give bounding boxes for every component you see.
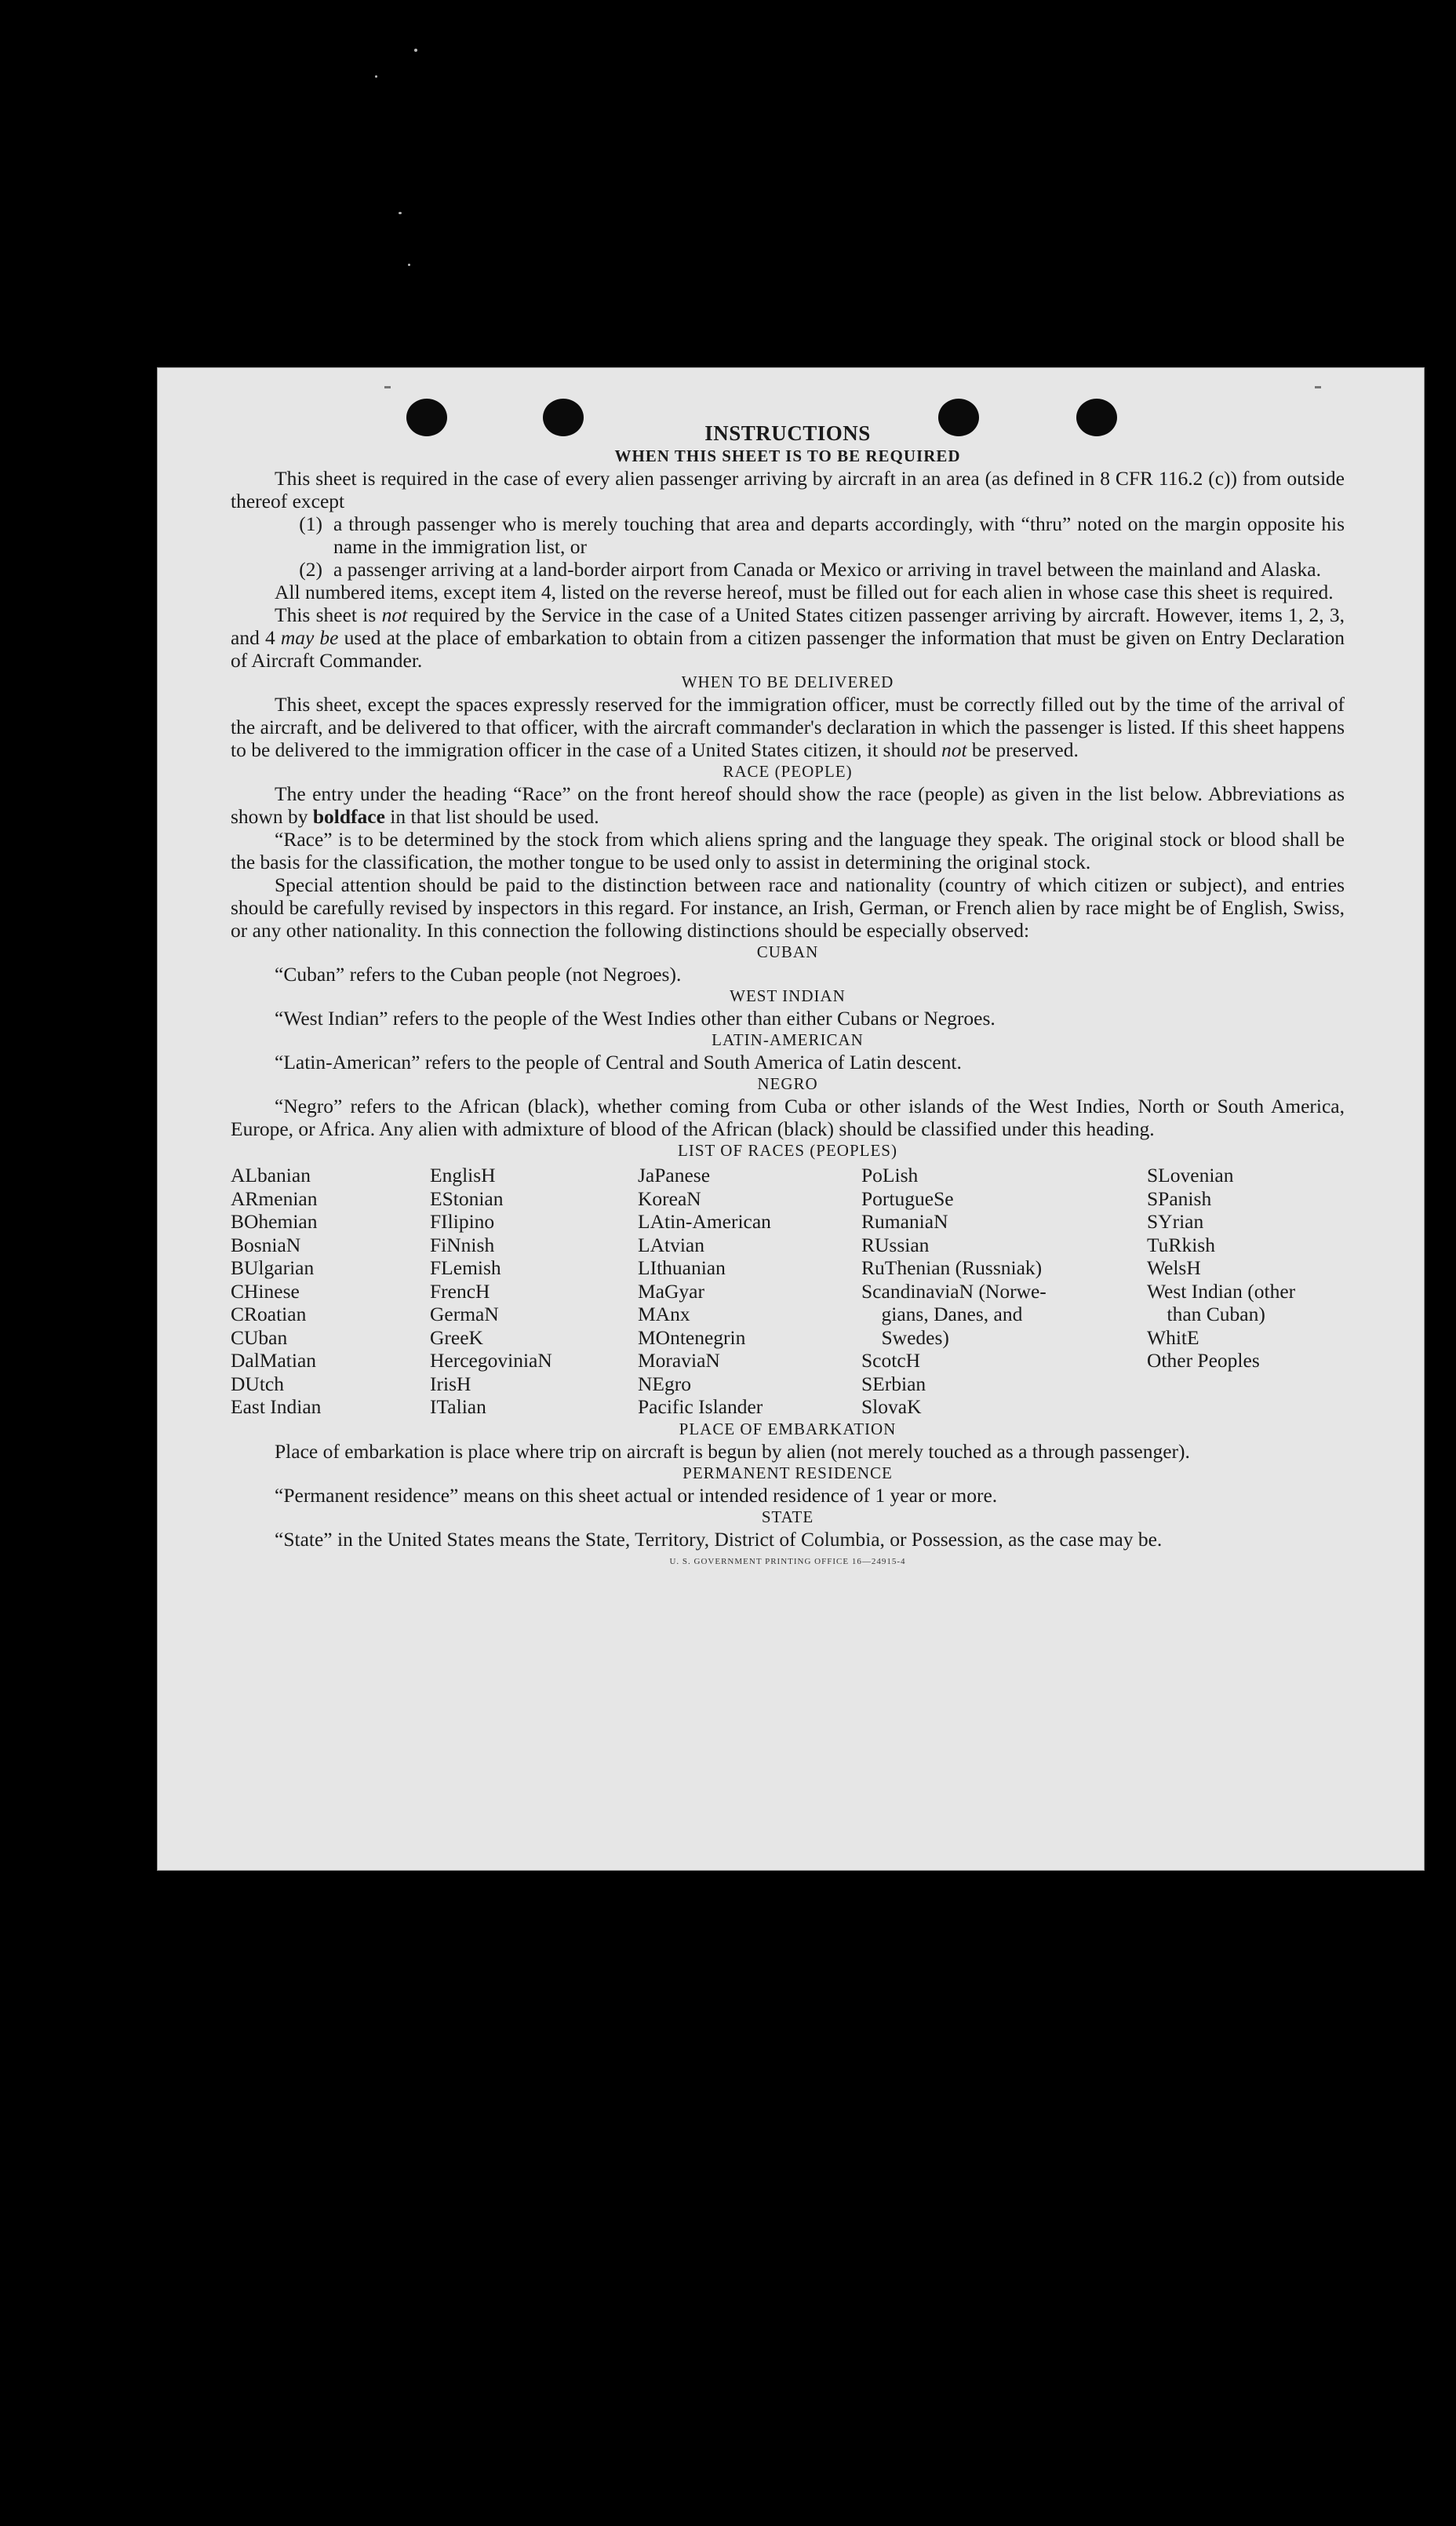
cuban-text: “Cuban” refers to the Cuban people (not Negroes). [275,963,682,986]
race-paragraph-3: Special attention should be paid to the distinction between race and nationality (country of which citizen or subject), and entries should be carefully revised by inspectors in this regard. For instance, an Irish, German, or French alien by race might be of English, Swiss, or any other nationality. In this connection the following distinctions should be especially observed: [231,873,1345,942]
page-title: INSTRUCTIONS [704,421,871,445]
race-entry: ARmenian [231,1186,318,1210]
race-entry: RumaniaN [861,1210,948,1233]
race-entry: CUban [231,1325,288,1349]
race-entry: GreeK [430,1325,483,1349]
race-entry: PoLish [861,1164,919,1186]
race-entry: SlovaK [861,1395,922,1418]
race-entry: SErbian [861,1372,926,1395]
section-heading-latin-american: LATIN-AMERICAN [712,1030,864,1049]
exception-item [231,558,1345,581]
race-entry: MaGyar [638,1279,704,1303]
race-entry: IrisH [430,1372,471,1395]
race-entry: WhitE [1147,1325,1199,1349]
race-entry: Swedes) [861,1325,949,1349]
section-heading-west-indian: WEST INDIAN [730,986,846,1005]
race-entry: FiNnish [430,1233,495,1256]
race-entry: East Indian [231,1395,322,1418]
film-speck [408,264,410,266]
item-number: (1) [299,512,322,535]
race-entry: DalMatian [231,1349,317,1372]
edge-mark [384,386,391,388]
races-list [231,1164,1345,1419]
numbered-items-paragraph: All numbered items, except item 4, listed on the reverse hereof, must be filled out for each alien in whose case this sheet is required. [275,581,1334,603]
race-entry: ScotcH [861,1349,921,1372]
race-paragraph-1: The entry under the heading “Race” on the front hereof should show the race (people) as given in the list below. Abbreviations as shown by boldface in that list should be used. [231,782,1345,828]
state-text: “State” in the United States means the State, Territory, District of Columbia, or Possession, as the case may be. [275,1527,1163,1551]
residence-text: “Permanent residence” means on this sheet actual or intended residence of 1 year or more. [275,1483,998,1507]
film-speck [414,49,417,52]
race-entry: SLovenian [1147,1164,1234,1186]
film-speck [375,75,377,78]
section-heading-state: STATE [761,1507,814,1526]
race-entry: FIlipino [430,1210,495,1233]
race-entry: West Indian (other [1147,1279,1296,1303]
race-entry: HercegoviniaN [430,1349,552,1372]
race-entry: SYrian [1147,1210,1204,1233]
race-entry: EStonian [430,1186,504,1210]
race-entry: gians, Danes, and [861,1303,1023,1325]
races-column [231,1164,430,1419]
required-paragraph: This sheet is required in the case of every alien passenger arriving by aircraft in an area (as defined in 8 CFR 116.2 (c)) from outside thereof except [231,467,1345,512]
race-entry: MoraviaN [638,1349,720,1372]
section-heading-embarkation: PLACE OF EMBARKATION [679,1419,897,1438]
section-heading-cuban: CUBAN [756,942,819,961]
race-entry: KoreaN [638,1186,701,1210]
race-entry: SPanish [1147,1186,1212,1210]
race-entry: CHinese [231,1279,300,1303]
section-heading-delivered: WHEN TO BE DELIVERED [681,673,894,691]
race-entry: MAnx [638,1303,690,1325]
race-entry: CRoatian [231,1303,307,1325]
race-entry: ALbanian [231,1164,311,1186]
race-entry: GermaN [430,1303,499,1325]
race-paragraph-2: “Race” is to be determined by the stock from which aliens spring and the language they speak. The original stock or blood shall be the basis for the classification, the mother tongue to be used only to assist in determining the original stock. [231,828,1345,873]
embarkation-text: Place of embarkation is place where trip on aircraft is begun by alien (not merely touched as a through passenger). [275,1439,1190,1463]
race-entry: DUtch [231,1372,284,1395]
citizen-paragraph: This sheet is not required by the Service in the case of a United States citizen passenger arriving by aircraft. However, items 1, 2, 3, and 4 may be used at the place of embarkation to obtain from a citizen passenger the information that must be given on Entry Declaration of Aircraft Commander. [231,603,1345,672]
delivered-paragraph: This sheet, except the spaces expressly reserved for the immigration officer, must be correctly filled out by the time of the arrival of the aircraft, and be delivered to that officer, with the aircraft commander's declaration in which the passenger is listed. If this sheet happens to be delivered to the immigration officer in the case of a United States citizen, it should not be preserved. [231,693,1345,761]
race-entry: ScandinaviaN (Norwe- [861,1279,1046,1303]
latin-american-text: “Latin-American” refers to the people of Central and South America of Latin descent. [275,1051,962,1073]
race-entry: FLemish [430,1256,501,1279]
section-heading-race: RACE (PEOPLE) [723,762,853,781]
instructions-content [231,421,1345,1573]
race-entry: LIthuanian [638,1256,726,1279]
negro-text: “Negro” refers to the African (black), whether coming from Cuba or other islands of the West Indies, North or South America, Europe, or Africa. Any alien with admixture of blood of the African (black) should be classified under this heading. [231,1095,1345,1140]
instruction-sheet [157,367,1425,1871]
race-entry: Pacific Islander [638,1395,763,1418]
race-entry: BOhemian [231,1210,318,1233]
races-column [861,1164,1147,1419]
race-entry: LAtvian [638,1233,704,1256]
edge-mark [1315,386,1321,388]
race-entry: NEgro [638,1372,691,1395]
race-entry: FrencH [430,1279,490,1303]
race-entry: JaPanese [638,1164,711,1186]
races-column [1147,1164,1345,1419]
item-number: (2) [299,558,322,581]
exception-item [231,512,1345,558]
race-entry: RuThenian (Russniak) [861,1256,1043,1279]
race-entry: MOntenegrin [638,1325,746,1349]
race-entry: BosniaN [231,1233,301,1256]
printing-office-footer: U. S. GOVERNMENT PRINTING OFFICE 16—24915-4 [669,1556,906,1566]
race-entry: Other Peoples [1147,1349,1260,1372]
race-entry: TuRkish [1147,1233,1215,1256]
section-heading-races-list: LIST OF RACES (PEOPLES) [678,1141,897,1160]
race-entry: RUssian [861,1233,930,1256]
races-column [430,1164,638,1419]
section-heading-required: WHEN THIS SHEET IS TO BE REQUIRED [614,447,961,465]
race-entry: PortugueSe [861,1186,954,1210]
race-entry: than Cuban) [1147,1303,1265,1325]
race-entry: ITalian [430,1395,486,1418]
section-heading-negro: NEGRO [757,1074,818,1093]
film-speck [399,212,402,214]
item-text: a passenger arriving at a land-border airport from Canada or Mexico or arriving in travel between the mainland and Alaska. [333,558,1321,581]
item-text: a through passenger who is merely touching that area and departs accordingly, with “thru” noted on the margin opposite his name in the immigration list, or [333,512,1345,558]
races-column [638,1164,861,1419]
race-entry: BUlgarian [231,1256,315,1279]
west-indian-text: “West Indian” refers to the people of the West Indies other than either Cubans or Negroes. [275,1007,996,1030]
race-entry: EnglisH [430,1164,496,1186]
race-entry: LAtin-American [638,1210,771,1233]
section-heading-residence: PERMANENT RESIDENCE [682,1463,893,1482]
race-entry: WelsH [1147,1256,1201,1279]
